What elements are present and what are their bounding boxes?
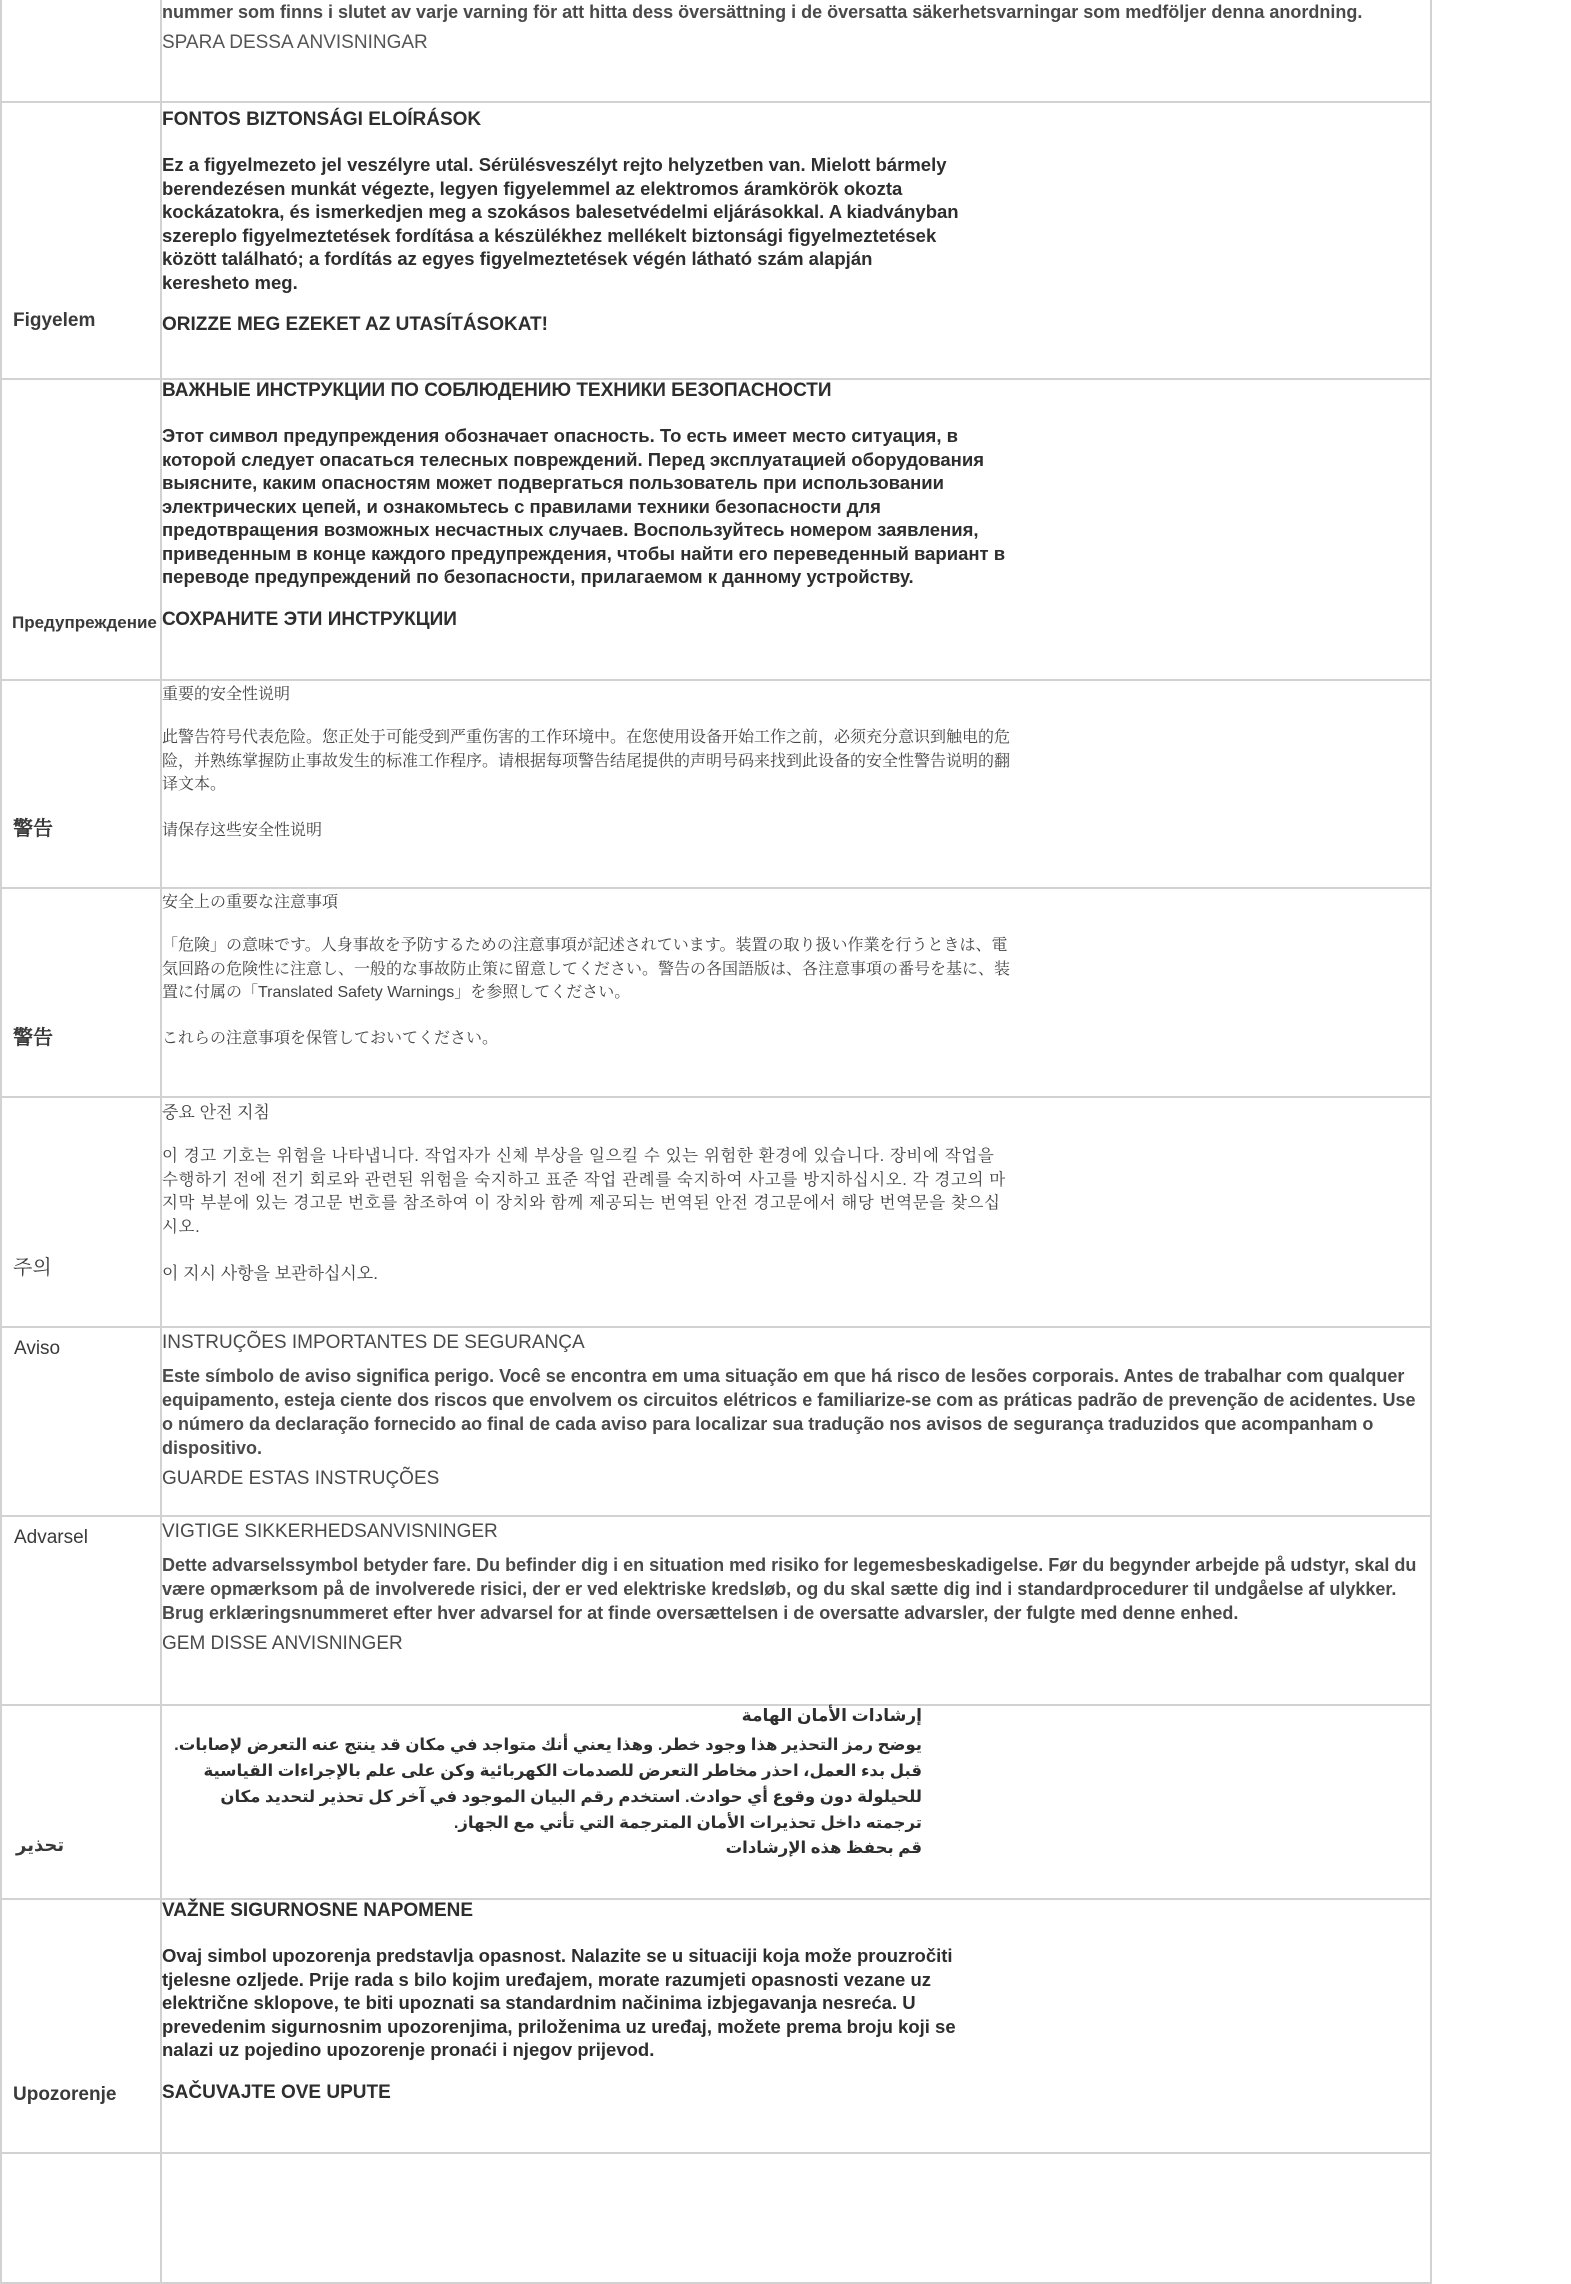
language-label-cell bbox=[1, 1899, 161, 2153]
table-row bbox=[1, 379, 1431, 680]
language-label: Advarsel bbox=[14, 1527, 88, 1548]
language-label: Aviso bbox=[14, 1338, 61, 1359]
language-label: Upozorenje bbox=[13, 2084, 117, 2105]
warning-paragraph: Ovaj simbol upozorenja predstavlja opasnost. Nalazite se u situaciji koja može prouzročiti tjelesne ozljede. Prije rada s bilo kojim uređajem, morate razumjeti opasnosti vezane uz električne sklopove, te biti upoznati sa standardnim načinima izbjegavanja nesreća. U prevedenim sigurnosnim upozorenjima, priloženima uz uređaj, možete prema broju koji se nalazi uz pojedino upozorenje pronaći i njegov prijevod. bbox=[162, 1945, 956, 2060]
warning-paragraph: Dette advarselssymbol betyder fare. Du befinder dig i en situation med risiko for legemesbeskadigelse. Før du begynder arbejde på udstyr, skal du være opmærksom på de involverede risici, der er ved elektriske kredsløb, og du skal sætte dig ind i standardprocedurer til undgåelse af ulykker. Brug erklæringsnummeret efter hver advarsel for at finde oversættelsen i de oversatte advarsler, der fulgte med denne enhed. bbox=[162, 1555, 1417, 1623]
warning-save-instruction: これらの注意事項を保管しておいてください。 bbox=[162, 1029, 499, 1047]
warning-paragraph: Этот символ предупреждения обозначает опасность. То есть имеет место ситуация, в которой следует опасаться телесных повреждений. Перед эксплуатацией оборудования выясните, каким опасностям может подвергаться пользователь при использовании электрических цепей, и ознакомьтесь с правилами техники безопасности для предотвращения возможных несчастных случаев. Воспользуйтесь номером заявления, приведенным в конце каждого предупреждения, чтобы найти его переведенный вариант в переводе предупреждений по безопасности, прилагаемом к данному устройству. bbox=[162, 425, 1006, 587]
language-label: تحذير bbox=[16, 1835, 65, 1855]
table-row bbox=[1, 888, 1431, 1097]
warning-paragraph: Ez a figyelmezeto jel veszélyre utal. Sérülésveszélyt rejto helyzetben van. Mielott bármely berendezésen munkát végezte, legyen figyelemmel az elektromos áramkörök okozta kockázatokra, és ismerkedjen meg a szokásos balesetvédelmi eljárásokkal. A kiadványban szereplo figyelmeztetések fordítása a készülékhez mellékelt biztonsági figyelmeztetések között található; a fordítás az egyes figyelmeztetések végén látható szám alapján keresheto meg. bbox=[162, 154, 959, 293]
table-row bbox=[1, 2153, 1431, 2283]
warning-body-cell bbox=[161, 680, 1431, 888]
warning-title: 중요 안전 지침 bbox=[162, 1103, 270, 1122]
language-label-cell bbox=[1, 379, 161, 680]
language-label-cell bbox=[1, 680, 161, 888]
language-label-cell bbox=[1, 888, 161, 1097]
warning-paragraph: 「危険」の意味です。人身事故を予防するための注意事項が記述されています。装置の取り扱い作業を行うときは、電気回路の危険性に注意し、一般的な事故防止策に留意してください。警告の各国語版は、各注意事項の番号を基に、装置に付属の「Translated Safety Warnings」を参照してください。 bbox=[162, 937, 1011, 1001]
table-row bbox=[1, 680, 1431, 888]
warning-save-instruction: ORIZZE MEG EZEKET AZ UTASÍTÁSOKAT! bbox=[162, 314, 548, 335]
table-row bbox=[1, 1705, 1431, 1899]
warning-body-cell bbox=[161, 888, 1431, 1097]
warning-title: INSTRUÇÕES IMPORTANTES DE SEGURANÇA bbox=[162, 1332, 585, 1353]
warning-body-cell bbox=[161, 1097, 1431, 1327]
language-label-cell bbox=[1, 1097, 161, 1327]
warning-save-instruction: СОХРАНИТЕ ЭТИ ИНСТРУКЦИИ bbox=[162, 608, 457, 630]
warning-save-instruction: GUARDE ESTAS INSTRUÇÕES bbox=[162, 1468, 440, 1489]
warning-body-cell bbox=[161, 102, 1431, 379]
table-row bbox=[1, 1516, 1431, 1705]
warning-body-cell bbox=[161, 2153, 1431, 2283]
language-label: Figyelem bbox=[13, 310, 96, 331]
language-label-cell bbox=[1, 2153, 161, 2283]
language-label-cell bbox=[1, 1516, 161, 1705]
table-row bbox=[1, 1899, 1431, 2153]
table-row bbox=[1, 1097, 1431, 1327]
warning-body-cell bbox=[161, 1899, 1431, 2153]
language-label-cell bbox=[1, 0, 161, 102]
language-label: 주의 bbox=[13, 1257, 52, 1279]
warning-body-cell bbox=[161, 0, 1431, 102]
warning-title: إرشادات الأمان الهامة bbox=[741, 1706, 922, 1725]
warning-save-instruction: SPARA DESSA ANVISNINGAR bbox=[162, 32, 428, 53]
language-label: 警告 bbox=[13, 818, 53, 840]
arabic-warning-block bbox=[162, 1706, 922, 1858]
language-label-cell bbox=[1, 1327, 161, 1516]
warning-save-instruction: SAČUVAJTE OVE UPUTE bbox=[162, 2081, 391, 2103]
language-label: 警告 bbox=[13, 1027, 53, 1049]
language-label-cell bbox=[1, 102, 161, 379]
warning-title: 安全上の重要な注意事項 bbox=[162, 894, 339, 911]
warning-title: FONTOS BIZTONSÁGI ELOÍRÁSOK bbox=[162, 109, 482, 130]
warning-title: VAŽNE SIGURNOSNE NAPOMENE bbox=[162, 1900, 474, 1921]
warning-title: 重要的安全性说明 bbox=[162, 686, 291, 703]
table-row bbox=[1, 1327, 1431, 1516]
warning-body-cell bbox=[161, 1705, 1431, 1899]
warning-body-cell bbox=[161, 1327, 1431, 1516]
warning-save-instruction: قم بحفظ هذه الإرشادات bbox=[725, 1839, 922, 1857]
language-label: Предупреждение bbox=[12, 613, 157, 632]
warning-body-cell bbox=[161, 1516, 1431, 1705]
warning-title: ВАЖНЫЕ ИНСТРУКЦИИ ПО СОБЛЮДЕНИЮ ТЕХНИКИ БЕЗОПАСНОСТИ bbox=[162, 380, 832, 401]
language-label-cell bbox=[1, 1705, 161, 1899]
table-row bbox=[1, 102, 1431, 379]
warning-save-instruction: 请保存这些安全性说明 bbox=[162, 821, 323, 839]
warning-paragraph: يوضح رمز التحذير هذا وجود خطر. وهذا يعني أنك متواجد في مكان قد ينتج عنه التعرض لإصابات. قبل بدء العمل، احذر مخاطر التعرض للصدمات الكهربائية وكن على علم بالإجراءات القياسية للحيلولة دون وقوع أي حوادث. استخدم رقم البيان الموجود في آخر كل تحذير لتحديد مكان ترجمته داخل تحذيرات الأمان المترجمة التي تأتي مع الجهاز. bbox=[174, 1736, 922, 1832]
warning-paragraph: 此警告符号代表危险。您正处于可能受到严重伤害的工作环境中。在您使用设备开始工作之前，必须充分意识到触电的危险，并熟练掌握防止事故发生的标准工作程序。请根据每项警告结尾提供的声明号码来找到此设备的安全性警告说明的翻译文本。 bbox=[162, 729, 1011, 793]
warning-save-instruction: GEM DISSE ANVISNINGER bbox=[162, 1633, 403, 1654]
warning-paragraph: nummer som finns i slutet av varje varning för att hitta dess översättning i de översatta säkerhetsvarningar som medföljer denna anordning. bbox=[162, 2, 1363, 22]
warning-title: VIGTIGE SIKKERHEDSANVISNINGER bbox=[162, 1521, 498, 1542]
table-row bbox=[1, 0, 1431, 102]
warning-body-cell bbox=[161, 379, 1431, 680]
warning-paragraph: Este símbolo de aviso significa perigo. Você se encontra em uma situação em que há risco de lesões corporais. Antes de trabalhar com qualquer equipamento, esteja ciente dos riscos que envolvem os circuitos elétricos e familiarize-se com as práticas padrão de prevenção de acidentes. Use o número da declaração fornecido ao final de cada aviso para localizar sua tradução nos avisos de segurança traduzidos que acompanham o dispositivo. bbox=[162, 1366, 1416, 1458]
warning-paragraph: 이 경고 기호는 위험을 나타냅니다. 작업자가 신체 부상을 일으킬 수 있는 위험한 환경에 있습니다. 장비에 작업을 수행하기 전에 전기 회로와 관련된 위험을 숙지하고 표준 작업 관례를 숙지하여 사고를 방지하십시오. 각 경고의 마지막 부분에 있는 경고문 번호를 참조하여 이 장치와 함께 제공되는 번역된 안전 경고문에서 해당 번역문을 찾으십시오. bbox=[162, 1147, 1006, 1236]
warning-save-instruction: 이 지시 사항을 보관하십시오. bbox=[162, 1264, 378, 1283]
